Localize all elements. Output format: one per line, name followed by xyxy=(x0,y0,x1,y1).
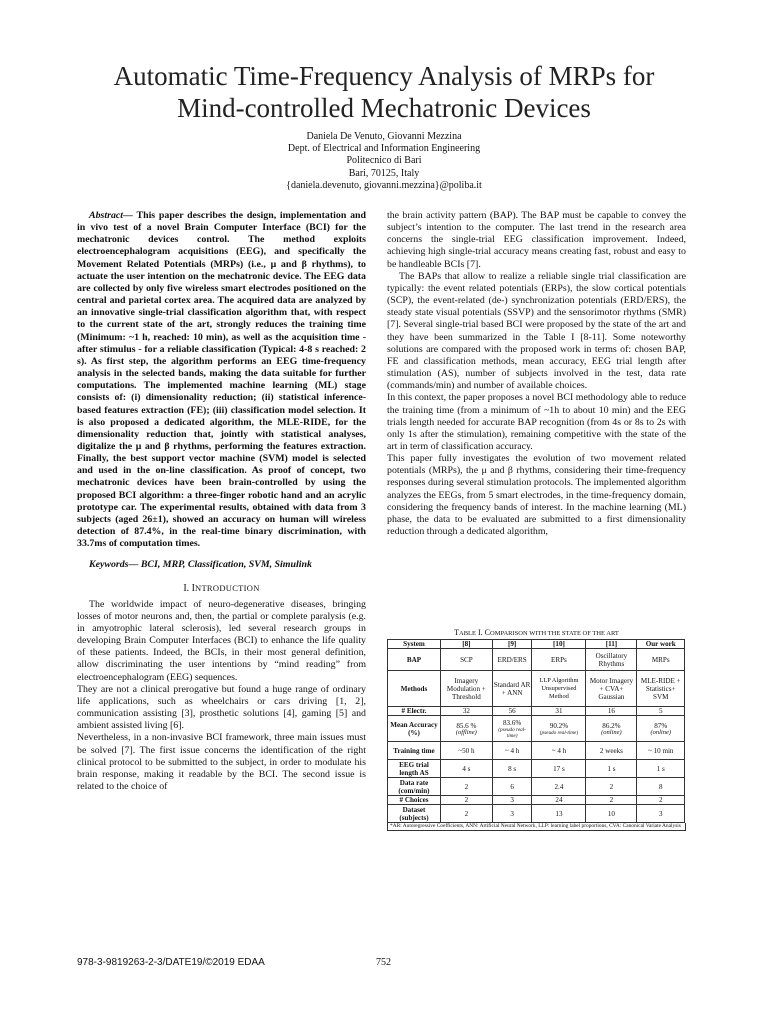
right-paragraph-4: This paper fully investigates the evolution of two movement related potentials (MRPs), the μ and β rhythms, considering their time-frequency responses during several stimulation protocols. The implemented algorithm analyzes the EEGs, from 5 smart electrodes, in the time-frequency domain, considering the frequency bands of interest. In the machine learning (ML) phase, the data to be evaluated are submitted to a first dimensionality reduction through a dedicated algorithm, xyxy=(387,453,686,538)
right-column xyxy=(387,210,686,538)
abstract xyxy=(77,210,366,550)
table-cell: ~ 4 h xyxy=(492,742,532,760)
table-row xyxy=(388,707,685,716)
row-label: EEG trial length AS xyxy=(388,760,441,778)
table-cell: 16 xyxy=(586,707,637,716)
title-line-1: Automatic Time-Frequency Analysis of MRPs for xyxy=(113,61,655,91)
table-cell: MLE-RIDE + Statistics+ SVM xyxy=(637,671,685,707)
table-cell: 17 s xyxy=(532,760,586,778)
left-column xyxy=(77,210,366,793)
table-cell: Imagery Modulation + Threshold xyxy=(441,671,493,707)
table-cell: Standard AR + ANN xyxy=(492,671,532,707)
table-cell: 2 xyxy=(441,805,493,823)
table-cell: 2.4 xyxy=(532,778,586,796)
table-cell: 2 xyxy=(586,796,637,805)
table-cell: ~50 h xyxy=(441,742,493,760)
intro-paragraph-1: The worldwide impact of neuro-degenerative diseases, bringing losses of motor neurons and, then, the partial or complete paralysis (e.g. in amyotrophic lateral sclerosis), led several research groups in developing Brain Computer Interfaces (BCI) to enhance the life quality of these patients. Indeed, the BCIs, in their most general definition, allow discriminating the user intentions by “mind reading” from electroencephalogram (EEG) sequences. xyxy=(77,598,366,683)
row-label: Mean Accuracy (%) xyxy=(388,716,441,742)
table-row xyxy=(388,778,685,796)
table-cell: 90.2% (pseudo real-time) xyxy=(532,716,586,742)
table-header-cell: [8] xyxy=(441,640,493,649)
author-city: Bari, 70125, Italy xyxy=(348,167,420,179)
table-cell: 10 xyxy=(586,805,637,823)
right-paragraph-2: The BAPs that allow to realize a reliable single trial classification are typically: the event related potentials (ERPs), the slow cortical potentials (SCP), the event-related (de-) synchronization potentials (ERD/ERS), the steady state visual potentials (SSVP) and the sensorimotor rhythms (SMR) [7]. Several single-trial based BCI were proposed by the state of the art and they have been summarized in the Table I [8-11]. Some noteworthy solutions are compared with the proposed work in terms of: chosen BAP, FE and classification methods, mean accuracy, EEG trial length after stimulation (AS), number of subjects involved in the test, data rate (commands/min) and number of available choices. xyxy=(387,270,686,392)
table-header-cell: [11] xyxy=(586,640,637,649)
table-cell: 24 xyxy=(532,796,586,805)
table-cell: 3 xyxy=(492,805,532,823)
table-cell: 2 xyxy=(586,778,637,796)
table-header-cell: [9] xyxy=(492,640,532,649)
table-cell: 2 weeks xyxy=(586,742,637,760)
table-cell: 1 s xyxy=(586,760,637,778)
table-row xyxy=(388,716,685,742)
table-cell: 8 xyxy=(637,778,685,796)
keywords: Keywords— BCI, MRP, Classification, SVM, Simulink xyxy=(89,559,312,571)
table-caption: TABLE I. COMPARISON WITH THE STATE OF THE ART xyxy=(454,628,619,637)
table-cell: 6 xyxy=(492,778,532,796)
author-names: Daniela De Venuto, Giovanni Mezzina xyxy=(306,131,462,142)
table-cell: 5 xyxy=(637,707,685,716)
table-cell: 4 s xyxy=(441,760,493,778)
section-heading-introduction: I. INTRODUCTION xyxy=(183,582,260,594)
table-cell: 2 xyxy=(441,796,493,805)
table-row xyxy=(388,796,685,805)
intro-paragraph-3: Nevertheless, in a non-invasive BCI framework, three main issues must be solved [7]. The first issue concerns the identification of the right clinical protocol to be submitted to the subject, in order to modulate his brain response, making it readable by the BCI. The second issue is related to the choice of xyxy=(77,732,366,793)
table-header-cell: System xyxy=(388,640,441,649)
paper-title xyxy=(0,60,768,124)
table-cell: MRPs xyxy=(637,649,685,671)
table-cell: 85.6 % (offline) xyxy=(441,716,493,742)
table-cell: LLP Algorithm Unsupervised Method xyxy=(532,671,586,707)
table-cell: 32 xyxy=(441,707,493,716)
author-univ: Politecnico di Bari xyxy=(346,155,422,167)
table-cell: ERD/ERS xyxy=(492,649,532,671)
table-cell: 3 xyxy=(492,796,532,805)
row-label: # Electr. xyxy=(388,707,441,716)
abstract-label: Abstract— xyxy=(89,210,133,221)
row-label: Methods xyxy=(388,671,441,707)
author-block xyxy=(0,131,768,192)
abstract-text: This paper describes the design, implementation and in vivo test of a novel Brain Computer Interface (BCI) for the mechatronic devices control. The method exploits electroencephalogram acquisitions (EEG), and specifically the Movement Related Potentials (MRPs) (i.e., μ and β rhythms), to actuate the user intention on the mechatronic device. The EEG data are collected by only five wireless smart electrodes positioned on the central and parietal cortex area. The acquired data are analyzed by an innovative single-trial classification algorithm that, with respect to the current state of the art, strongly reduces the training time (Minimum: ~1 h, reached: 10 min), as well as the acquisition time - after stimulus - for a reliable classification (Typical: 4-8 s reached: 2 s). As first step, the algorithm performs an EEG time-frequency analysis in the selected bands, making the data suitable for further computations. The implemented machine learning (ML) stage consists of: (i) dimensionality reduction; (ii) statistical inference-based features extraction (FE); (iii) classification model selection. It is also proposed a dedicated algorithm, the MLE-RIDE, for the dimensionality reduction that, jointly with statistical analyses, digitalize the μ and β rhythms, performing the features extraction. Finally, the best support vector machine (SVM) model is selected and used in the on-line classification. As proof of concept, two mechatronic devices have been brain-controlled by using the proposed BCI algorithm: a three-finger robotic hand and an acrylic prototype car. The experimental results, obtained with data from 3 subjects (aged 26±1), showed an accuracy on human will wireless detection of 87.4%, in the real-time binary discrimination, with 33.7ms of computation times. xyxy=(77,210,366,550)
table-cell: 87% (online) xyxy=(637,716,685,742)
table-cell: Oscillatory Rhythms xyxy=(586,649,637,671)
intro-paragraph-2: They are not a clinical prerogative but found a huge range of ordinary life applications, such as wheelchairs or cars driving [1, 2], communication assisting [3], prosthetic solutions [4], gaming [5] and ambient assisted living [6]. xyxy=(77,683,366,732)
table-cell: ERPs xyxy=(532,649,586,671)
table-header-cell: Our work xyxy=(637,640,685,649)
table-row xyxy=(388,805,685,823)
table-header-cell: [10] xyxy=(532,640,586,649)
row-label: BAP xyxy=(388,649,441,671)
table-cell: 1 s xyxy=(637,760,685,778)
table-cell: 86.2% (online) xyxy=(586,716,637,742)
table-row xyxy=(388,649,685,671)
table-footnote: *AR: Autoregressive Coefficients, ANN: Artificial Neural Network, LLP: learning label proportions, CVA: Canonical Variate Analysis xyxy=(387,823,686,831)
right-paragraph-3: In this context, the paper proposes a novel BCI methodology able to reduce the training time (from a minimum of ~1h to about 10 min) and the EEG trials length needed for accurate BAP recognition (from 4s or 8s to 2s with only 1s after the stimulation), remaining competitive with the state of the art in term of classification accuracy. xyxy=(387,392,686,452)
footer-isbn: 978-3-9819263-2-3/DATE19/©2019 EDAA xyxy=(77,957,265,968)
table-cell: Motor Imagery + CVA+ Gaussian xyxy=(586,671,637,707)
table-cell: SCP xyxy=(441,649,493,671)
comparison-table xyxy=(387,639,685,823)
table-cell: 13 xyxy=(532,805,586,823)
table-cell: 8 s xyxy=(492,760,532,778)
table-cell: 2 xyxy=(441,778,493,796)
table-row xyxy=(388,671,685,707)
author-email: {daniela.devenuto, giovanni.mezzina}@poliba.it xyxy=(286,179,482,191)
row-label: Data rate (com/min) xyxy=(388,778,441,796)
table-cell: 3 xyxy=(637,805,685,823)
table-cell: ~ 4 h xyxy=(532,742,586,760)
author-dept: Dept. of Electrical and Information Engineering xyxy=(287,143,481,155)
table-header-row xyxy=(388,640,685,649)
table-row xyxy=(388,742,685,760)
title-line-2: Mind-controlled Mechatronic Devices xyxy=(177,93,591,123)
right-paragraph-1: the brain activity pattern (BAP). The BAP must be capable to convey the subject’s intention to the computer. The last trend in the research area concerns the single-trial EEG classification improvement. Indeed, achieving high single-trial accuracy means creating fast, robust and easy to be handleable BCIs [7]. xyxy=(387,210,686,270)
comparison-table-block xyxy=(387,628,686,831)
page-number: 752 xyxy=(376,957,391,968)
table-cell: 2 xyxy=(637,796,685,805)
table-cell: 31 xyxy=(532,707,586,716)
table-row xyxy=(388,760,685,778)
table-cell: 56 xyxy=(492,707,532,716)
table-cell: ~ 10 min xyxy=(637,742,685,760)
row-label: # Choices xyxy=(388,796,441,805)
row-label: Training time xyxy=(388,742,441,760)
row-label: Dataset (subjects) xyxy=(388,805,441,823)
table-cell: 83.6% (pseudo real-time) xyxy=(492,716,532,742)
